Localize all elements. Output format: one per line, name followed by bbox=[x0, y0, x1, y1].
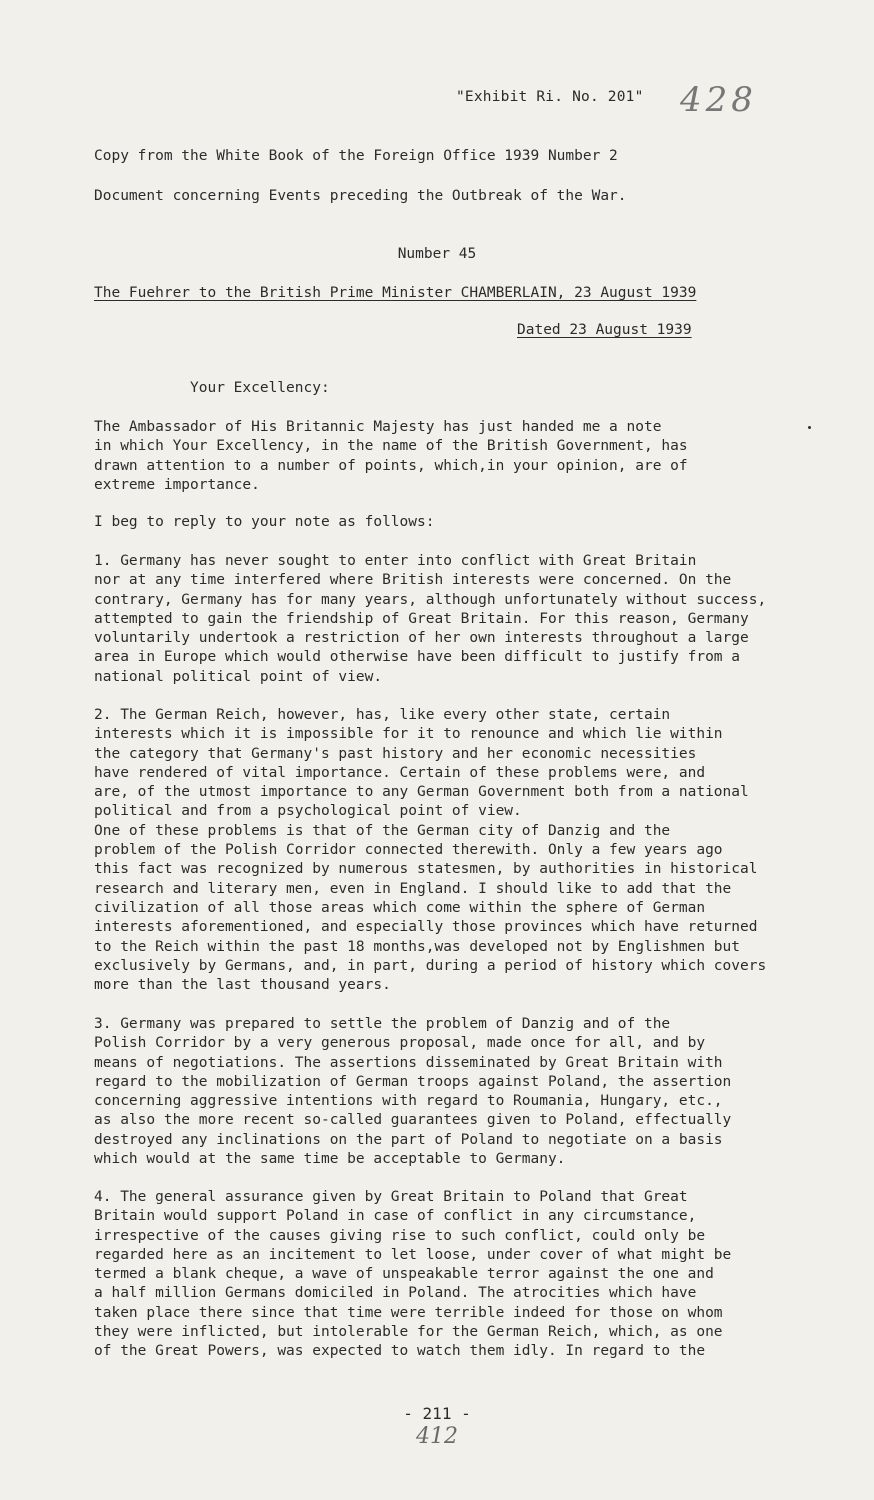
paragraph-4: 4. The general assurance given by Great Britain to Poland that Great Britain would support Poland in case of conflict in any circumstance, irrespective of the causes giving rise to such conflict, could only be regarded here as an incitement to let loose, under cover of what might be termed a blank cheque, a wave of unspeakable terror against the one and a half million Germans domiciled in Poland. The atrocities which have taken place there since that time were terrible indeed for those on whom they were inflicted, but intolerable for the German Reich, which, as one of the Great Powers, was expected to watch them idly. In regard to the bbox=[94, 1189, 732, 1360]
document-title: The Fuehrer to the British Prime Minister CHAMBERLAIN, 23 August 1939 bbox=[94, 285, 697, 301]
paragraph-3: 3. Germany was prepared to settle the problem of Danzig and of the Polish Corridor by a very generous proposal, made once for all, and by means of negotiations. The assertions disseminated by Great Britain with regard to the mobilization of German troops against Poland, the assertion concerning aggressive intentions with regard to Roumania, Hungary, etc., as also the more recent so-called guarantees given to Poland, effectually destroyed any inclinations on the part of Poland to negotiate on a basis which would at the same time be acceptable to Germany. bbox=[94, 1016, 732, 1168]
paragraph-2: 2. The German Reich, however, has, like every other state, certain interests which it is impossible for it to renounce and which lie within the category that Germany's past history and her economic necessities have rendered of vital importance. Certain of these problems were, and are, of the utmost importance to any German Government both from a national political and from a psychological point of view. One of these problems is that of the German city of Danzig and the problem of the Polish Corridor connected therewith. Only a few years ago this fact was recognized by numerous statesmen, by authorities in historical research and literary men, even in England. I should like to add that the civilization of all those areas which come within the sphere of German interests aforementioned, and especially those provinces which have returned to the Reich within the past 18 months,was developed not by Englishmen but exclusively by Germans, and, in part, during a period of history which covers more than the last thousand years. bbox=[94, 707, 767, 994]
handwritten-number: 428 bbox=[680, 80, 757, 120]
paragraph-reply: I beg to reply to your note as follows: bbox=[94, 514, 435, 530]
source-line-1: Copy from the White Book of the Foreign Office 1939 Number 2 bbox=[94, 148, 618, 164]
page-number: - 211 - bbox=[403, 1404, 471, 1423]
source-line-2: Document concerning Events preceding the Outbreak of the War. bbox=[94, 188, 627, 204]
margin-dot bbox=[808, 426, 811, 429]
exhibit-label: "Exhibit Ri. No. 201" bbox=[456, 89, 644, 105]
dated-line: Dated 23 August 1939 bbox=[517, 322, 692, 338]
handwritten-page-number: 412 bbox=[416, 1424, 458, 1449]
salutation: Your Excellency: bbox=[190, 380, 330, 396]
paragraph-1: 1. Germany has never sought to enter into conflict with Great Britain nor at any time interfered where British interests were concerned. On the contrary, Germany has for many years, although unfortunately without success, attempted to gain the friendship of Great Britain. For this reason, Germany voluntarily undertook a restriction of her own interests throughout a large area in Europe which would otherwise have been difficult to justify from a national political point of view. bbox=[94, 553, 767, 685]
paragraph-intro: The Ambassador of His Britannic Majesty has just handed me a note in which Your Excellency, in the name of the British Government, has drawn attention to a number of points, which,in your opinion, are of extreme importance. bbox=[94, 419, 688, 493]
document-number: Number 45 bbox=[397, 246, 477, 262]
